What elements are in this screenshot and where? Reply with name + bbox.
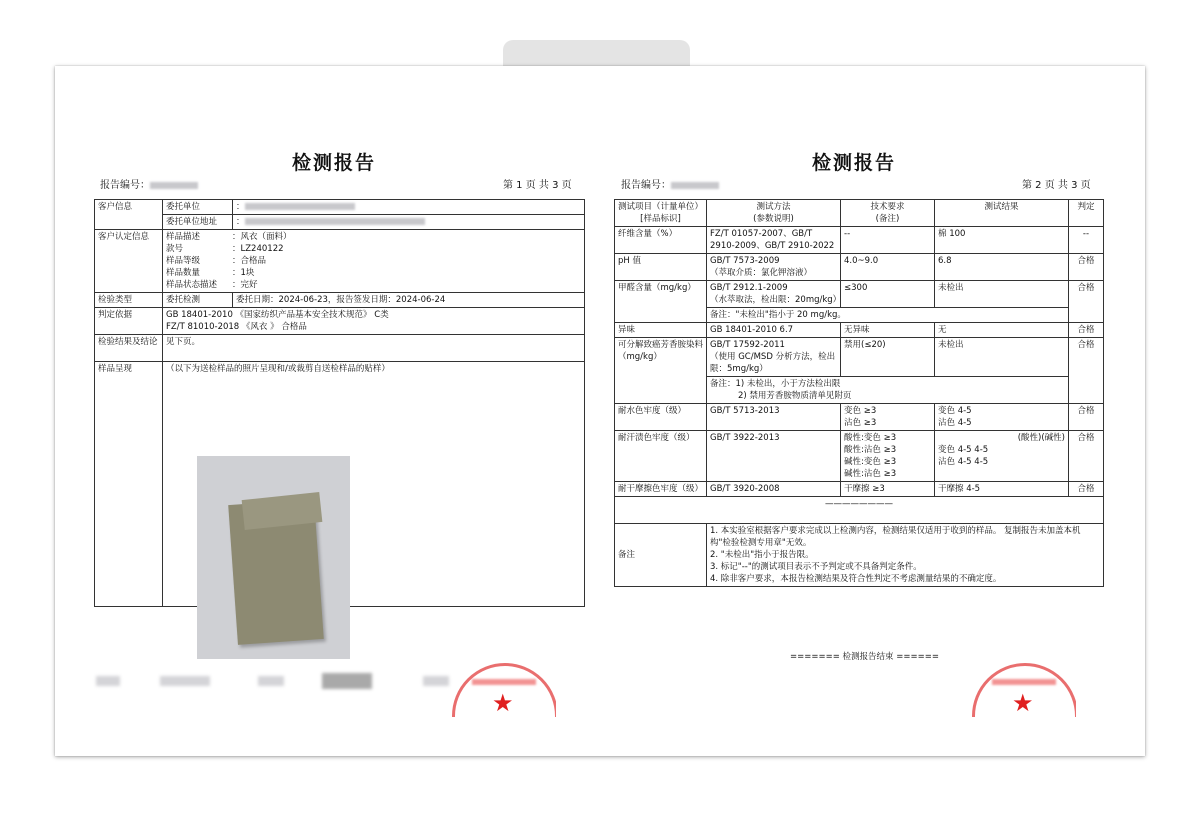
table-row: 纤维含量（%） FZ/T 01057-2007、GB/T 2910-2009、GB/T 2910-2022 -- 棉 100 -- — [615, 227, 1104, 254]
page2-title: 检测报告 — [812, 152, 897, 174]
col-item: 测试项目（计量单位） [样品标识] — [615, 200, 707, 227]
sample-info: 样品描述 ：风衣（面料） 款号 ：LZ240122 样品等级 ：合格品 样品数量 ：1块 样品状态描述 ：完好 — [163, 230, 585, 293]
table-row: 异味 GB 18401-2010 6.7 无异味 无 合格 — [615, 323, 1104, 338]
remarks-row: 备注 1. 本实验室根据客户要求完成以上检测内容，检测结果仅适用于收到的样品。 复制报告未加盖本机构"检验检测专用章"无效。 2. "未检出"指小于报告限。 3. 标记"--"的测试项目表示不予判定或不具备判定条件。 4. 除非客户要求，本报告检测结果及符合性判定不考虑测量结果的不确定度。 — [615, 524, 1104, 587]
table-row: 可分解致癌芳香胺染料（mg/kg） GB/T 17592-2011 （使用 GC/MSD 分析方法，检出限：5mg/kg） 禁用(≤20) 未检出 合格 — [615, 338, 1104, 377]
page2-seal-stamp: ★ — [972, 663, 1076, 717]
table-row: 耐水色牢度（级） GB/T 5713-2013 变色 ≥3 沾色 ≥3 变色 4-5 沾色 4-5 合格 — [615, 404, 1104, 431]
entrust-unit-label: 委托单位 — [163, 200, 233, 215]
test-type-label: 检验类型 — [95, 293, 163, 308]
page1-title: 检测报告 — [292, 152, 377, 174]
page1-report-no: 报告编号： — [100, 176, 198, 191]
page2-results-table — [614, 199, 1104, 587]
col-requirement: 技术要求 (备注) — [841, 200, 935, 227]
table-row-note: 备注：1) 未检出，小于方法检出限 2) 禁用芳香胺物质清单见附页 — [615, 377, 1104, 404]
entrust-address-label: 委托单位地址 — [163, 215, 233, 230]
test-type-value: 委托检测 — [163, 293, 233, 308]
basis-value: GB 18401-2010 《国家纺织产品基本安全技术规范》 C类 FZ/T 81010-2018 《风衣 》 合格品 — [163, 308, 585, 335]
page1-seal-stamp: ★ — [452, 663, 556, 717]
conclusion-label: 检验结果及结论 — [95, 335, 163, 362]
table-row: 耐汗渍色牢度（级） GB/T 3922-2013 酸性:变色 ≥3 酸性:沾色 ≥3 碱性:变色 ≥3 碱性:沾色 ≥3 (酸性)(碱性) 变色 4-5 4-5 沾色 4-5 4-5 合格 — [615, 431, 1104, 482]
table-row: pH 值 GB/T 7573-2009 （萃取介质：氯化钾溶液） 4.0~9.0 6.8 合格 — [615, 254, 1104, 281]
dates-value: 委托日期：2024-06-23，报告签发日期：2024-06-24 — [233, 293, 585, 308]
sample-show-value: （以下为送检样品的照片呈现和/或裁剪自送检样品的贴样） — [163, 362, 585, 607]
entrust-address-value: ： — [233, 215, 585, 230]
sample-photo — [197, 456, 350, 659]
col-judge: 判定 — [1069, 200, 1104, 227]
sample-show-label: 样品呈现 — [95, 362, 163, 607]
col-result: 测试结果 — [935, 200, 1069, 227]
conclusion-value: 见下页。 — [163, 335, 585, 362]
page1-page-number: 第 1 页 共 3 页 — [503, 180, 572, 191]
customer-info-label: 客户信息 — [95, 200, 163, 230]
table-row: 甲醛含量（mg/kg） GB/T 2912.1-2009 （水萃取法，检出限：20mg/kg） ≤300 未检出 合格 — [615, 281, 1104, 308]
page2-page-number: 第 2 页 共 3 页 — [1022, 180, 1091, 191]
table-row-note: 备注："未检出"指小于 20 mg/kg。 — [615, 308, 1104, 323]
signature — [322, 673, 372, 689]
separator-row: ———————— — [615, 497, 1104, 524]
table-row: 耐干摩擦色牢度（级） GB/T 3920-2008 干摩擦 ≥3 干摩擦 4-5 合格 — [615, 482, 1104, 497]
entrust-unit-value: ： — [233, 200, 585, 215]
customer-confirm-label: 客户认定信息 — [95, 230, 163, 293]
col-method: 测试方法 (参数说明) — [707, 200, 841, 227]
page2-report-no: 报告编号： — [621, 176, 719, 191]
report-end-text: ======= 检测报告结束 ====== — [790, 652, 939, 662]
basis-label: 判定依据 — [95, 308, 163, 335]
